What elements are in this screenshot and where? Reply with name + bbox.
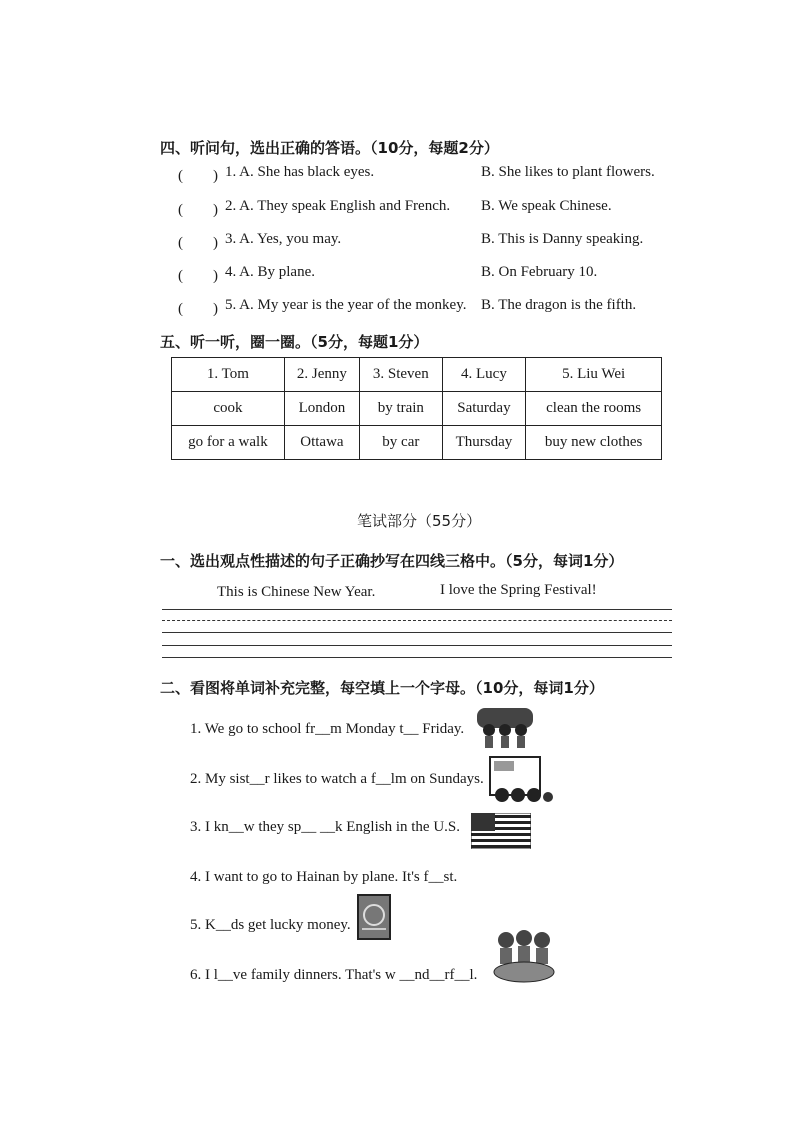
option-b: B. The dragon is the fifth. — [481, 297, 637, 313]
fill-item-6[interactable]: 6. I l__ve family dinners. That's w __nd__rf__l. — [190, 967, 478, 983]
fill-item-2[interactable]: 2. My sist__r likes to watch a f__lm on Sundays. — [190, 771, 484, 787]
option-a: 5. A. My year is the year of the monkey. — [225, 297, 467, 313]
section4-title: 四、听问句，选出正确的答语。（10分，每题2分） — [160, 139, 499, 157]
table-cell: 2. Jenny — [284, 358, 359, 392]
table-cell: 4. Lucy — [442, 358, 526, 392]
family-dinner-picture — [492, 928, 556, 986]
option-a: 3. A. Yes, you may. — [225, 231, 342, 247]
sentence-b: I love the Spring Festival! — [440, 582, 597, 598]
answer-blank[interactable]: ( ) — [178, 168, 218, 184]
red-envelope-picture — [356, 893, 392, 941]
table-cell[interactable]: go for a walk — [172, 426, 285, 460]
section5-title: 五、听一听，圈一圈。（5分，每题1分） — [160, 333, 429, 351]
answer-blank[interactable]: ( ) — [178, 268, 218, 284]
scan-noise — [496, 483, 499, 498]
answer-blank[interactable]: ( ) — [178, 202, 218, 218]
part1-title: 一、选出观点性描述的句子正确抄写在四线三格中。（5分，每词1分） — [160, 552, 624, 570]
fill-item-1[interactable]: 1. We go to school fr__m Monday t__ Friday. — [190, 721, 465, 737]
school-children-picture — [475, 706, 535, 750]
sentence-a: This is Chinese New Year. — [217, 584, 376, 600]
option-b: B. On February 10. — [481, 264, 598, 280]
us-flag-picture — [471, 813, 531, 849]
table-cell[interactable]: by train — [360, 392, 443, 426]
answer-blank[interactable]: ( ) — [178, 301, 218, 317]
writing-line — [162, 632, 672, 633]
written-part-title: 笔试部分（55分） — [357, 512, 482, 530]
part2-title: 二、看图将单词补充完整，每空填上一个字母。（10分，每词1分） — [160, 679, 604, 697]
table-cell[interactable]: by car — [360, 426, 443, 460]
table-cell: 5. Liu Wei — [526, 358, 662, 392]
writing-line — [162, 620, 672, 621]
writing-line — [162, 645, 672, 646]
table-cell[interactable]: buy new clothes — [526, 426, 662, 460]
table-cell: 3. Steven — [360, 358, 443, 392]
table-cell: 1. Tom — [172, 358, 285, 392]
cinema-film-picture — [488, 755, 554, 809]
listening-table — [171, 357, 662, 460]
option-a: 2. A. They speak English and French. — [225, 198, 451, 214]
option-a: 1. A. She has black eyes. — [225, 164, 375, 180]
table-cell[interactable]: clean the rooms — [526, 392, 662, 426]
table-cell[interactable]: Saturday — [442, 392, 526, 426]
table-cell[interactable]: Thursday — [442, 426, 526, 460]
table-cell[interactable]: London — [284, 392, 359, 426]
option-a: 4. A. By plane. — [225, 264, 315, 280]
writing-line — [162, 609, 672, 610]
fill-item-3[interactable]: 3. I kn__w they sp__ __k English in the U.S. — [190, 819, 460, 835]
option-b: B. She likes to plant flowers. — [481, 164, 655, 180]
fill-item-4[interactable]: 4. I want to go to Hainan by plane. It's f__st. — [190, 869, 458, 885]
answer-blank[interactable]: ( ) — [178, 235, 218, 251]
table-row — [172, 392, 662, 426]
table-cell[interactable]: Ottawa — [284, 426, 359, 460]
fill-item-5[interactable]: 5. K__ds get lucky money. — [190, 917, 351, 933]
writing-line — [162, 657, 672, 658]
table-row — [172, 358, 662, 392]
option-b: B. This is Danny speaking. — [481, 231, 644, 247]
table-row — [172, 426, 662, 460]
option-b: B. We speak Chinese. — [481, 198, 612, 214]
table-cell[interactable]: cook — [172, 392, 285, 426]
